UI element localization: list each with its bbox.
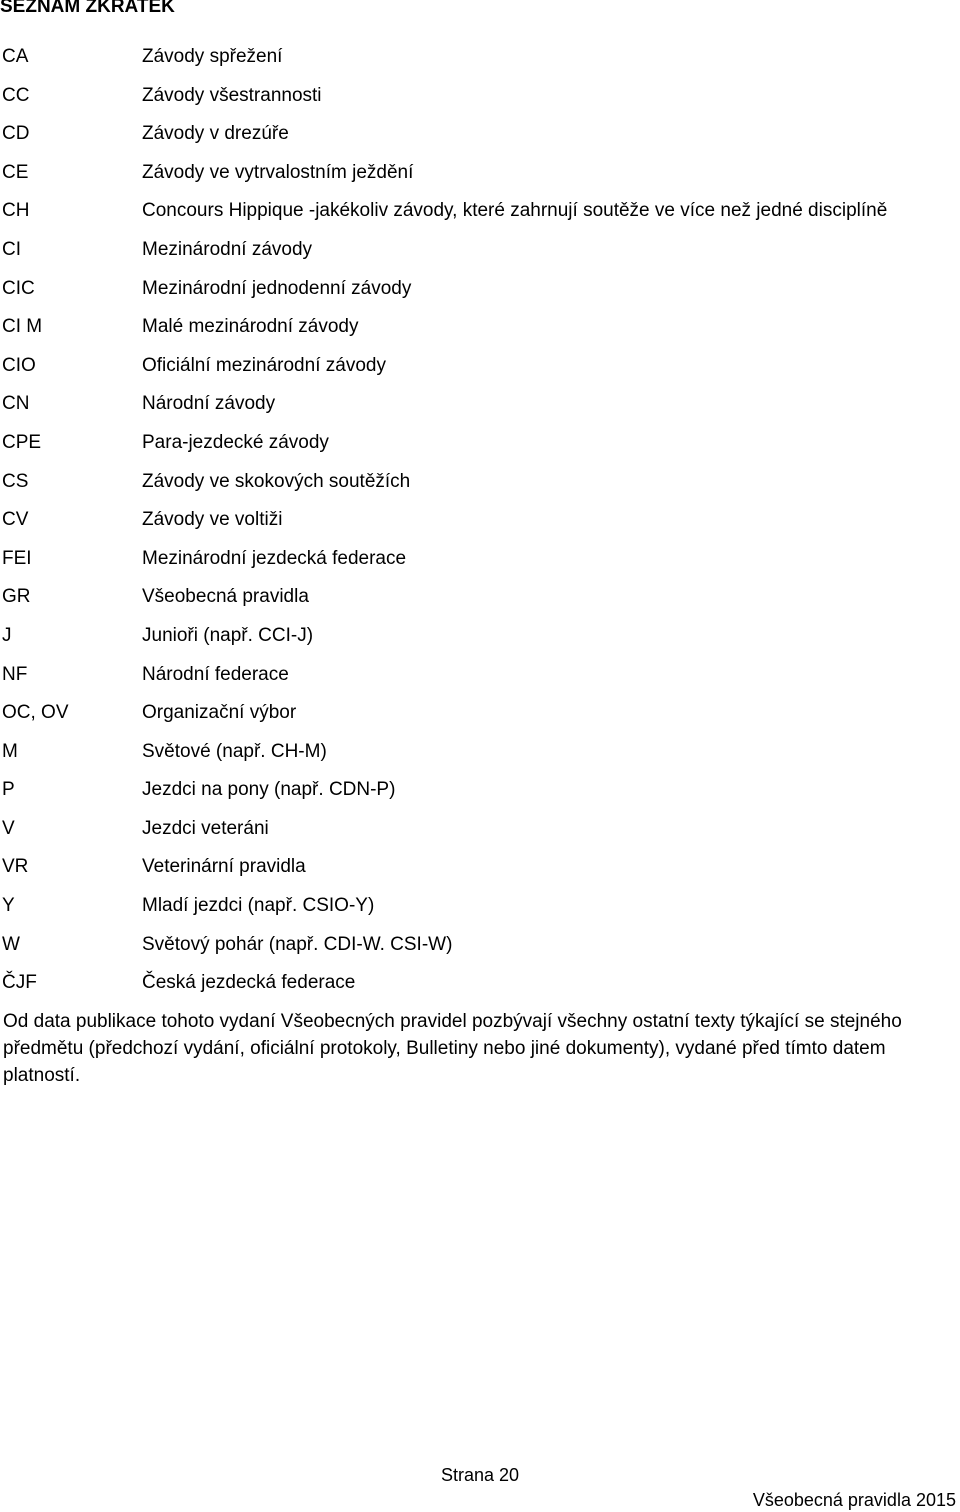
list-item	[0, 501, 960, 540]
abbreviation-code: CC	[2, 84, 30, 106]
abbreviation-code: CIC	[2, 277, 35, 299]
abbreviation-description: Mezinárodní jezdecká federace	[142, 547, 407, 569]
validity-note: Od data publikace tohoto vydaní Všeobecných pravidel pozbývají všechny ostatní texty týkající se stejného předmětu (předchozí vydání, oficiální protokoly, Bulletiny nebo jiné dokumenty), vydané před tímto datem platností.	[3, 1011, 902, 1086]
abbreviation-code: CE	[2, 161, 29, 183]
abbreviation-description: Závody spřežení	[142, 46, 283, 67]
abbreviation-description: Malé mezinárodní závody	[142, 316, 359, 338]
abbreviation-description: Mladí jezdci (např. CSIO-Y)	[142, 895, 375, 917]
list-item	[0, 347, 960, 386]
abbreviation-list	[0, 38, 960, 1003]
list-item	[0, 231, 960, 270]
list-item	[0, 308, 960, 347]
list-item	[0, 694, 960, 733]
abbreviation-description: Junioři (např. CCI-J)	[142, 624, 314, 646]
abbreviation-description: Česká jezdecká federace	[142, 972, 356, 994]
abbreviation-code: CV	[2, 509, 29, 531]
abbreviation-code: CI	[2, 238, 21, 260]
list-item	[0, 385, 960, 424]
abbreviation-code: CPE	[2, 431, 42, 453]
abbreviation-description: Závody ve skokových soutěžích	[142, 470, 411, 492]
list-item	[0, 848, 960, 887]
abbreviation-code: V	[2, 817, 15, 839]
abbreviation-description: Organizační výbor	[142, 702, 297, 724]
abbreviation-description: Světové (např. CH-M)	[142, 740, 327, 762]
list-item	[0, 964, 960, 1003]
abbreviation-description: Národní závody	[142, 393, 276, 415]
abbreviation-description: Světový pohár (např. CDI-W. CSI-W)	[142, 933, 453, 955]
list-item	[0, 771, 960, 810]
list-item	[0, 154, 960, 193]
list-item	[0, 578, 960, 617]
abbreviation-code: FEI	[2, 547, 32, 569]
abbreviation-code: OC, OV	[2, 702, 69, 724]
footer-document-title: Všeobecná pravidla 2015	[752, 1490, 956, 1510]
abbreviation-code: CH	[2, 200, 30, 222]
abbreviation-code: CS	[2, 470, 29, 492]
page-number: Strana 20	[440, 1465, 520, 1485]
abbreviation-code: M	[2, 740, 18, 762]
abbreviation-description: Oficiální mezinárodní závody	[142, 354, 386, 376]
list-item	[0, 424, 960, 463]
abbreviation-code: P	[2, 779, 15, 801]
abbreviation-code: Y	[2, 895, 15, 917]
abbreviation-code: CIO	[2, 354, 36, 376]
abbreviation-code: CI M	[2, 316, 43, 338]
abbreviation-description: Národní federace	[142, 663, 289, 685]
abbreviation-code: VR	[2, 856, 29, 878]
abbreviation-code: GR	[2, 586, 31, 608]
abbreviation-description: Všeobecná pravidla	[142, 586, 309, 608]
page-title: SEZNAM ZKRATEK	[0, 0, 175, 17]
abbreviation-description: Mezinárodní jednodenní závody	[142, 277, 412, 299]
abbreviation-description: Veterinární pravidla	[142, 856, 306, 878]
list-item	[0, 270, 960, 309]
list-item	[0, 540, 960, 579]
list-item	[0, 77, 960, 116]
list-item	[0, 192, 960, 231]
abbreviation-description: Para-jezdecké závody	[142, 431, 329, 453]
abbreviation-description: Závody v drezúře	[142, 123, 289, 145]
list-item	[0, 115, 960, 154]
list-item	[0, 733, 960, 772]
abbreviation-code: J	[2, 624, 12, 646]
abbreviation-code: CD	[2, 123, 30, 145]
abbreviation-description: Závody ve voltiži	[142, 509, 283, 531]
list-item	[0, 656, 960, 695]
abbreviation-description: Závody všestrannosti	[142, 84, 322, 106]
abbreviation-code: W	[2, 933, 20, 955]
list-item	[0, 926, 960, 965]
abbreviation-description: Jezdci na pony (např. CDN-P)	[142, 779, 396, 801]
abbreviation-code: CA	[2, 46, 29, 67]
abbreviation-code: NF	[2, 663, 28, 685]
list-item	[0, 38, 960, 77]
abbreviation-description: Concours Hippique -jakékoliv závody, které zahrnují soutěže ve více než jedné disciplíně	[142, 200, 888, 222]
abbreviation-code: ČJF	[2, 972, 37, 994]
list-item	[0, 617, 960, 656]
abbreviation-code: CN	[2, 393, 30, 415]
abbreviation-description: Závody ve vytrvalostním ježdění	[142, 161, 414, 183]
abbreviation-description: Mezinárodní závody	[142, 238, 313, 260]
list-item	[0, 887, 960, 926]
abbreviation-description: Jezdci veteráni	[142, 817, 269, 839]
list-item	[0, 463, 960, 502]
list-item	[0, 810, 960, 849]
